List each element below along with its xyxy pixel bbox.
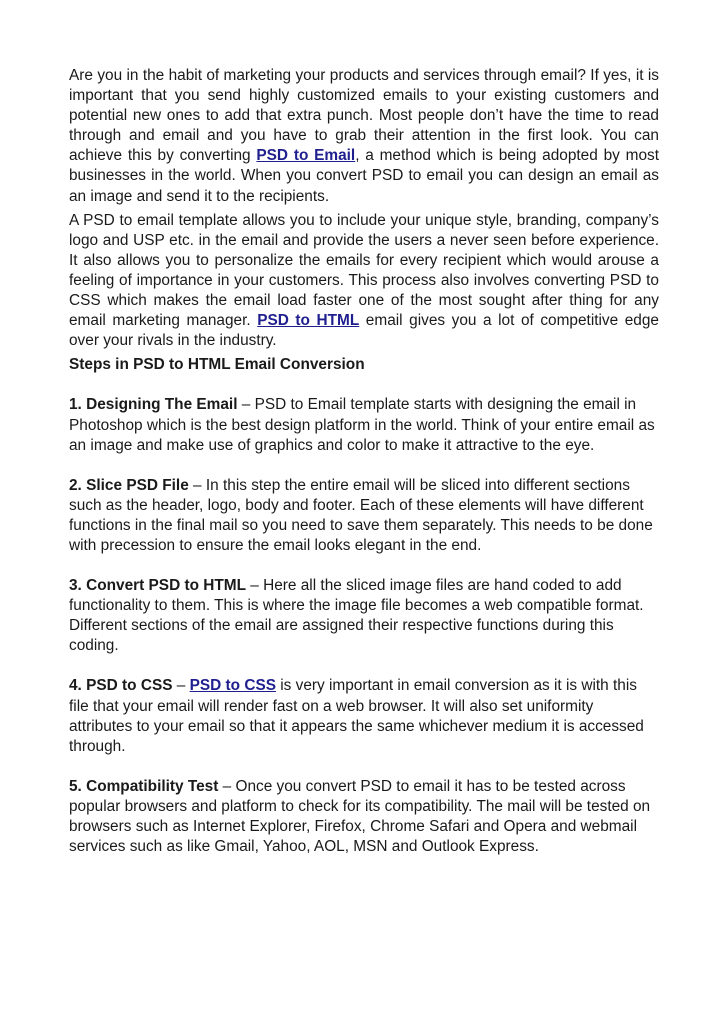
step-3	[69, 576, 659, 656]
step-1-text: – PSD to Email template starts with designing the email in Photoshop which is the best design platform in the world. Think of your entire email as an image and make use of graphics and color to make it attractive to the eye.	[69, 396, 655, 454]
step-5	[69, 777, 659, 857]
psd-to-email-link[interactable]: PSD to Email	[256, 147, 356, 165]
intro-paragraph-1	[69, 66, 659, 207]
step-3-title: 3. Convert PSD to HTML	[69, 577, 246, 595]
intro-p1-text-b: , a method which is being adopted by most businesses in the world. When you convert PSD to email you can design an email as an image and send it to the recipients.	[69, 147, 659, 205]
step-5-text: – Once you convert PSD to email it has to be tested across popular browsers and platform to check for its compatibility. The mail will be tested on browsers such as Internet Explorer, Firefox, Chrome Safari and Opera and webmail services such as like Gmail, Yahoo, AOL, MSN and Outlook Express.	[69, 777, 651, 856]
step-1-title: 1. Designing The Email	[69, 396, 238, 414]
psd-to-html-link[interactable]: PSD to HTML	[257, 312, 360, 330]
step-1	[69, 395, 659, 455]
intro-paragraph-2	[69, 211, 659, 352]
step-4	[69, 676, 659, 756]
intro-p2-text-b: email gives you a lot of competitive edge over your rivals in the industry.	[69, 312, 659, 350]
step-3-text: – Here all the sliced image files are hand coded to add functionality to them. This is where the image file becomes a web compatible format. Different sections of the email are assigned their respective functions during this coding.	[69, 577, 644, 655]
step-4-text-a: –	[172, 677, 190, 695]
step-5-title: 5. Compatibility Test	[69, 777, 219, 795]
intro-p2-text-a: A PSD to email template allows you to include your unique style, branding, company’s logo and USP etc. in the email and provide the users a never seen before experience. It also allows you to personalize the emails for every recipient which would arouse a feeling of importance in your customers. This process also involves converting PSD to CSS which makes the email load faster one of the most sought after thing for any email marketing manager.	[69, 211, 659, 330]
step-2	[69, 476, 659, 556]
psd-to-css-link[interactable]: PSD to CSS	[189, 677, 276, 695]
step-2-title: 2. Slice PSD File	[69, 476, 189, 494]
step-4-text-b: is very important in email conversion as it is with this file that your email will render fast on a web browser. It will also set uniformity attributes to your email so that it appears the same whichever medium it is accessed through.	[69, 677, 644, 755]
step-4-title: 4. PSD to CSS	[69, 677, 173, 695]
step-2-text: – In this step the entire email will be sliced into different sections such as the header, logo, body and footer. Each of these elements will have different functions in the final mail so you need to save them separately. This needs to be done with precession to ensure the email looks elegant in the end.	[69, 476, 653, 554]
intro-p1-text-a: Are you in the habit of marketing your products and services through email? If yes, it is important that you send highly customized emails to your existing customers and potential new ones to add that extra punch. Most people don’t have the time to read through and email and you have to grab their attention in the first look. You can achieve this by converting	[69, 67, 659, 165]
section-heading: Steps in PSD to HTML Email Conversion	[69, 356, 365, 374]
document-page	[69, 66, 659, 857]
